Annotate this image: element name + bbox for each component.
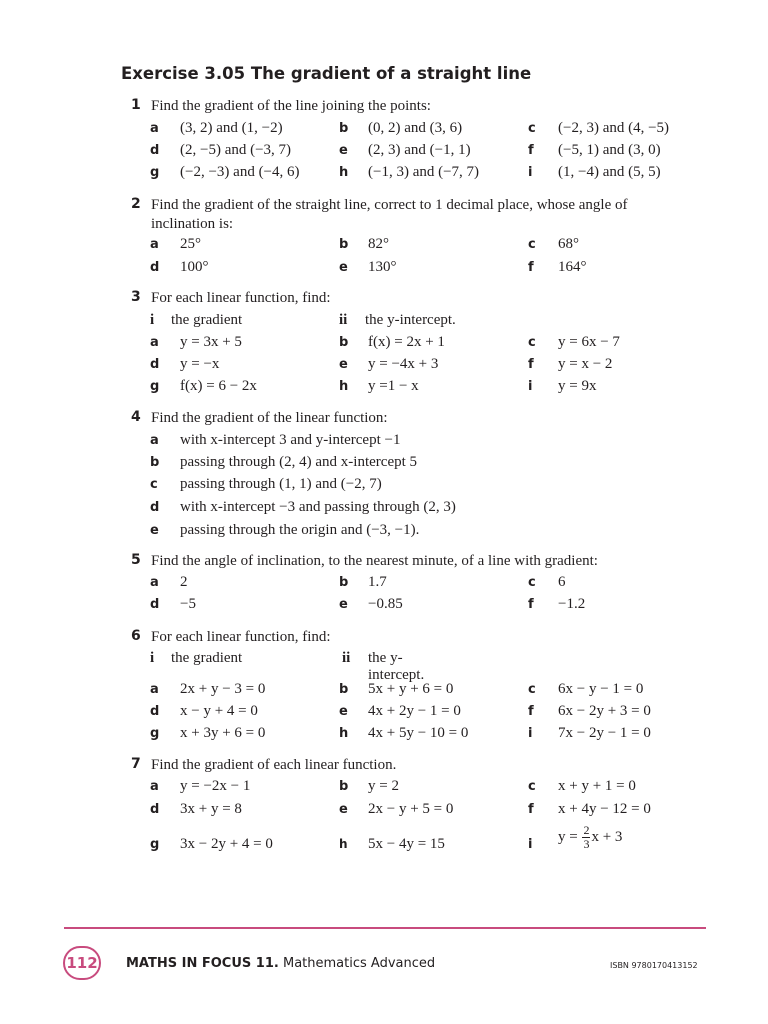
item-text: 25°	[180, 236, 201, 252]
answer-row	[0, 164, 768, 186]
item-label: d	[150, 704, 160, 719]
question-text: For each linear function, find:	[151, 629, 331, 645]
answer-row	[0, 259, 768, 281]
item-label: c	[528, 237, 536, 252]
item-text: (0, 2) and (3, 6)	[368, 120, 463, 136]
item-label: a	[150, 433, 159, 448]
exercise-title: Exercise 3.05 The gradient of a straight line	[121, 64, 532, 83]
item-text: 4x + 5y − 10 = 0	[368, 725, 469, 741]
answer-line	[0, 522, 768, 544]
item-label: f	[528, 704, 534, 719]
item-text: 6	[558, 574, 566, 590]
item-text: 2x + y − 3 = 0	[180, 681, 266, 697]
answer-row	[0, 596, 768, 618]
item-label: e	[339, 704, 348, 719]
answer-row	[0, 142, 768, 164]
item-text: x − y + 4 = 0	[180, 703, 258, 719]
item-label: b	[339, 779, 349, 794]
item-label: e	[339, 597, 348, 612]
item-label: h	[339, 165, 349, 180]
sub-text: the y-intercept.	[368, 650, 425, 683]
sub-label: i	[150, 650, 155, 666]
item-text: 3x − 2y + 4 = 0	[180, 836, 273, 852]
item-text: 82°	[368, 236, 389, 252]
item-label: e	[339, 143, 348, 158]
answer-row	[0, 823, 768, 858]
item-label: d	[150, 143, 160, 158]
fraction-suffix: x + 3	[591, 828, 623, 845]
item-text: y =1 − x	[368, 378, 419, 394]
item-text: 2x − y + 5 = 0	[368, 801, 454, 817]
page-number: 112	[63, 946, 101, 980]
book-subtitle: Mathematics Advanced	[283, 956, 436, 971]
answer-row	[0, 725, 768, 747]
item-label: c	[528, 575, 536, 590]
item-label: c	[528, 779, 536, 794]
item-text: 68°	[558, 236, 579, 252]
item-text: y = x − 2	[558, 356, 613, 372]
fraction-denominator: 3	[583, 837, 590, 851]
answer-row	[0, 778, 768, 800]
item-label: f	[528, 802, 534, 817]
item-label: f	[528, 143, 534, 158]
question-text: Find the gradient of the straight line, correct to 1 decimal place, whose angle of	[151, 197, 628, 213]
item-label: d	[150, 500, 160, 515]
sub-text: the gradient	[171, 312, 243, 328]
item-text: −0.85	[368, 596, 403, 612]
item-label: f	[528, 357, 534, 372]
question-number: 3	[131, 289, 141, 305]
item-label: h	[339, 726, 349, 741]
answer-row	[0, 801, 768, 823]
item-text: −5	[180, 596, 196, 612]
item-label: f	[528, 260, 534, 275]
item-text: x + 3y + 6 = 0	[180, 725, 266, 741]
answer-row	[0, 356, 768, 378]
item-label: h	[339, 379, 349, 394]
question-number: 4	[131, 409, 141, 425]
item-label: g	[150, 165, 160, 180]
item-text: 5x − 4y = 15	[368, 836, 445, 852]
item-label: b	[339, 682, 349, 697]
question-number: 6	[131, 628, 141, 644]
question-text-continued: inclination is:	[151, 216, 234, 232]
book-title: MATHS IN FOCUS 11.	[126, 956, 279, 971]
item-text: (3, 2) and (1, −2)	[180, 120, 283, 136]
item-label: b	[150, 455, 160, 470]
item-text: passing through (1, 1) and (−2, 7)	[180, 476, 382, 492]
item-text: passing through the origin and (−3, −1).	[180, 522, 420, 538]
item-text: y = 9x	[558, 378, 597, 394]
item-label: e	[150, 523, 159, 538]
item-text: 1.7	[368, 574, 387, 590]
item-text: (−2, 3) and (4, −5)	[558, 120, 670, 136]
answer-line	[0, 454, 768, 476]
item-label: d	[150, 357, 160, 372]
item-label: a	[150, 237, 159, 252]
question-text: For each linear function, find:	[151, 290, 331, 306]
question-text: Find the gradient of the linear function:	[151, 410, 388, 426]
item-label: b	[339, 121, 349, 136]
item-text: −1.2	[558, 596, 586, 612]
item-text: 100°	[180, 259, 209, 275]
item-label: h	[339, 837, 348, 851]
question-text: Find the angle of inclination, to the nearest minute, of a line with gradient:	[151, 553, 598, 569]
item-label: c	[528, 682, 536, 697]
item-label: b	[339, 335, 349, 350]
item-text: f(x) = 6 − 2x	[180, 378, 257, 394]
item-label: g	[150, 837, 160, 852]
item-text: with x-intercept −3 and passing through (2, 3)	[180, 499, 456, 515]
fraction-numerator: 2	[583, 823, 590, 837]
item-label: b	[339, 575, 349, 590]
item-text: 6x − 2y + 3 = 0	[558, 703, 651, 719]
item-text: 164°	[558, 259, 587, 275]
question-number: 2	[131, 196, 141, 212]
item-label: i	[528, 726, 533, 741]
sub-label: ii	[342, 650, 351, 666]
question-number: 1	[131, 97, 141, 113]
item-text: y = −x	[180, 356, 220, 372]
sub-label: ii	[339, 312, 348, 328]
answer-row	[0, 574, 768, 596]
isbn: ISBN 9780170413152	[610, 961, 698, 970]
item-text: y = 6x − 7	[558, 334, 620, 350]
item-label: g	[150, 379, 160, 394]
answer-row	[0, 378, 768, 400]
sub-text: the gradient	[171, 650, 243, 666]
question-number: 5	[131, 552, 141, 568]
item-text: (1, −4) and (5, 5)	[558, 164, 661, 180]
sub-text: the y-intercept.	[365, 312, 456, 328]
item-text: y = 2	[368, 778, 399, 794]
item-text: (2, 3) and (−1, 1)	[368, 142, 471, 158]
item-text: 130°	[368, 259, 397, 275]
item-text: (−2, −3) and (−4, 6)	[180, 164, 300, 180]
item-label: b	[339, 237, 349, 252]
item-text: y = −2x − 1	[180, 778, 251, 794]
sub-part-row	[0, 312, 768, 334]
fraction-expression	[558, 824, 622, 851]
item-label: d	[150, 260, 160, 275]
answer-row	[0, 236, 768, 258]
sub-part-row	[0, 650, 768, 683]
item-text: (−1, 3) and (−7, 7)	[368, 164, 480, 180]
item-label: i	[528, 379, 533, 394]
answer-line	[0, 432, 768, 454]
item-text: x + y + 1 = 0	[558, 778, 636, 794]
item-text: y = −4x + 3	[368, 356, 439, 372]
item-label: f	[528, 597, 534, 612]
item-label: g	[150, 726, 160, 741]
question-number: 7	[131, 756, 141, 772]
answer-row	[0, 681, 768, 703]
item-text: with x-intercept 3 and y-intercept −1	[180, 432, 401, 448]
item-text: 4x + 2y − 1 = 0	[368, 703, 461, 719]
answer-row	[0, 334, 768, 356]
item-text: 3x + y = 8	[180, 801, 242, 817]
item-label: a	[150, 335, 159, 350]
item-text: 6x − y − 1 = 0	[558, 681, 644, 697]
item-label: c	[150, 477, 158, 492]
item-text: f(x) = 2x + 1	[368, 334, 445, 350]
item-text: 7x − 2y − 1 = 0	[558, 725, 651, 741]
item-label: a	[150, 779, 159, 794]
answer-line	[0, 476, 768, 498]
item-label: c	[528, 335, 536, 350]
item-text: x + 4y − 12 = 0	[558, 801, 651, 817]
answer-line	[0, 499, 768, 521]
answer-row	[0, 703, 768, 725]
item-text: 2	[180, 574, 188, 590]
item-label: e	[339, 260, 348, 275]
item-label: a	[150, 682, 159, 697]
item-text: passing through (2, 4) and x-intercept 5	[180, 454, 418, 470]
item-text: 5x + y + 6 = 0	[368, 681, 454, 697]
answer-row	[0, 120, 768, 142]
question-text: Find the gradient of each linear function.	[151, 757, 397, 773]
item-text: (−5, 1) and (3, 0)	[558, 142, 661, 158]
item-label: d	[150, 597, 160, 612]
question-text: Find the gradient of the line joining the points:	[151, 98, 431, 114]
item-label: e	[339, 802, 348, 817]
footer-rule	[64, 927, 706, 929]
sub-label: i	[150, 312, 155, 328]
item-label: d	[150, 802, 160, 817]
item-label: a	[150, 121, 159, 136]
item-label: i	[528, 837, 533, 852]
item-label: a	[150, 575, 159, 590]
item-text: y = 3x + 5	[180, 334, 242, 350]
item-text: (2, −5) and (−3, 7)	[180, 142, 292, 158]
item-label: c	[528, 121, 536, 136]
item-label: e	[339, 357, 348, 372]
fraction-prefix: y =	[558, 828, 582, 845]
fraction	[582, 824, 590, 851]
item-label: i	[528, 165, 533, 180]
